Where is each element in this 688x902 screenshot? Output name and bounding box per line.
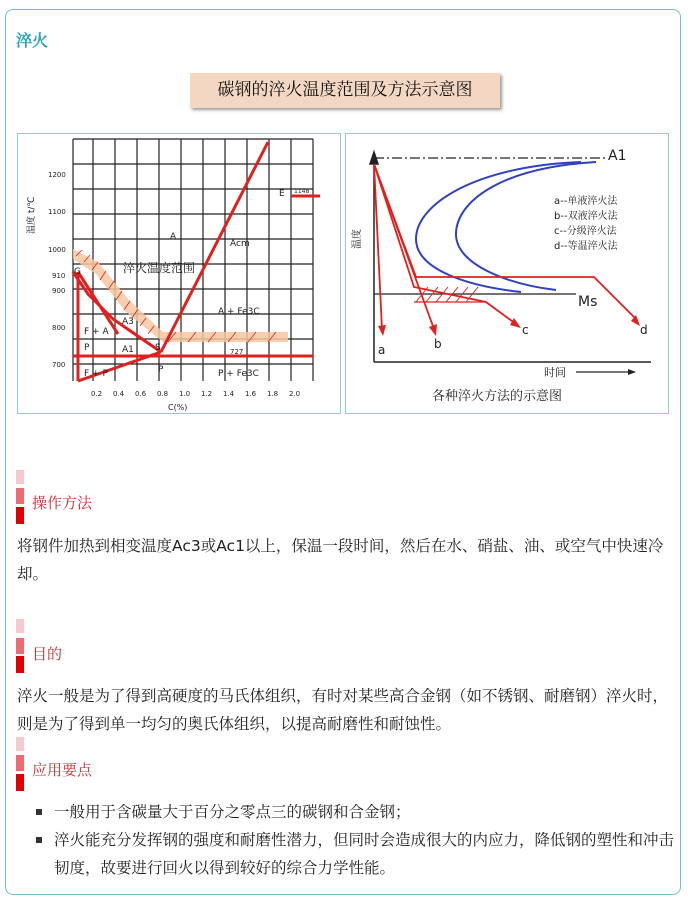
list-item-text: 淬火能充分发挥钢的强度和耐磨性潜力，但同时会造成很大的内应力，降低钢的塑性和冲击韧度，故要进行回火以得到较好的综合力学性能。 [54,831,675,877]
region-P: P [84,343,90,353]
purpose-text: 淬火一般是为了得到高硬度的马氏体组织，有时对某些高合金钢（如不锈钢、耐磨钢）淬火时，则是为了得到单一均匀的奥氏体组织，以提高耐磨性和耐蚀性。 [17,687,669,733]
y-tick: 800 [52,324,66,332]
list-item-text: 一般用于含碳量大于百分之零点三的碳钢和合金钢； [54,803,411,821]
heading-marker [16,488,24,504]
curve-label-b: b [434,337,442,351]
phase-lines [73,142,320,381]
label-727: 727 [230,348,244,356]
heading-marker [16,470,24,484]
region-A: A [170,232,177,242]
x-tick: 0.2 [91,390,103,398]
section-title: 淬火 [16,31,49,50]
curve-label-d: d [640,323,648,337]
x-tick: 0.4 [113,390,125,398]
region-F-A: F + A [84,327,109,337]
phase-diagram-figure [17,133,341,414]
bullet-icon [36,837,42,843]
region-quench-range: 淬火温度范围 [123,261,196,275]
point-E: E [279,189,285,199]
y-tick: 700 [52,361,66,369]
region-F-P: F + P [84,369,108,379]
phase-diagram-svg [18,134,340,413]
heading-marker [16,737,24,751]
bullet-icon [36,809,42,815]
heading-marker [16,774,24,791]
region-A1: A1 [122,345,134,355]
region-P-bottom: P [158,365,164,375]
list-item [36,798,676,826]
x-axis-label: C(%) [168,403,188,412]
heading-marker [16,656,24,673]
quench-methods-svg [346,134,668,413]
figure-caption: 各种淬火方法的示意图 [432,389,563,404]
x-tick: 1.8 [267,390,279,398]
quench-methods-figure [345,133,669,414]
region-A-Fe3C: A + Fe3C [218,307,260,317]
y-tick: 900 [52,287,66,295]
x-tick: 1.6 [245,390,257,398]
y-tick: 1100 [48,208,66,216]
x-tick: 0.8 [157,390,169,398]
legend-item-d: d--等温淬火法 [554,241,618,252]
region-P-Fe3C: P + Fe3C [218,369,259,379]
x-tick: 1.2 [201,390,213,398]
y-axis-label: 温度 [352,229,363,249]
legend-item-b: b--双液淬火法 [554,211,618,222]
x-tick: 1.0 [179,390,191,398]
y-tick: 1200 [48,171,66,179]
heading-marker [16,507,24,524]
phase-diagram-grid [73,139,313,381]
key-points-list [36,798,676,882]
heading-key-points: 应用要点 [32,761,93,779]
heading-marker [16,619,24,633]
point-G: G [74,267,81,277]
heading-marker [16,755,24,771]
heading-operation: 操作方法 [32,494,93,512]
operation-text: 将钢件加热到相变温度Ac3或Ac1以上，保温一段时间，然后在水、硝盐、油、或空气中快速冷却。 [17,537,664,583]
legend [554,194,619,252]
region-S: S [155,343,161,353]
Ms-label: Ms [578,294,598,310]
y-tick: 910 [52,272,66,280]
legend-item-a: a--单液淬火法 [554,196,618,207]
curve-label-c: c [522,323,529,337]
A1-label: A1 [608,148,627,164]
legend-item-c: c--分级淬火法 [554,226,617,237]
list-item [36,826,676,882]
x-tick: 2.0 [289,390,301,398]
x-axis-label: 时间 [544,366,566,379]
heading-marker [16,638,24,654]
x-tick: 1.4 [223,390,235,398]
figure-banner-title: 碳钢的淬火温度范围及方法示意图 [190,73,500,108]
y-axis-label: 温度 t/℃ [27,196,37,234]
curve-label-a: a [378,343,386,357]
y-tick: 1000 [48,246,66,254]
region-A3: A3 [122,317,134,327]
label-1148: 1148 [294,188,310,195]
x-tick: 0.6 [135,390,147,398]
heading-purpose: 目的 [32,645,63,663]
region-Acm: Acm [230,239,250,249]
